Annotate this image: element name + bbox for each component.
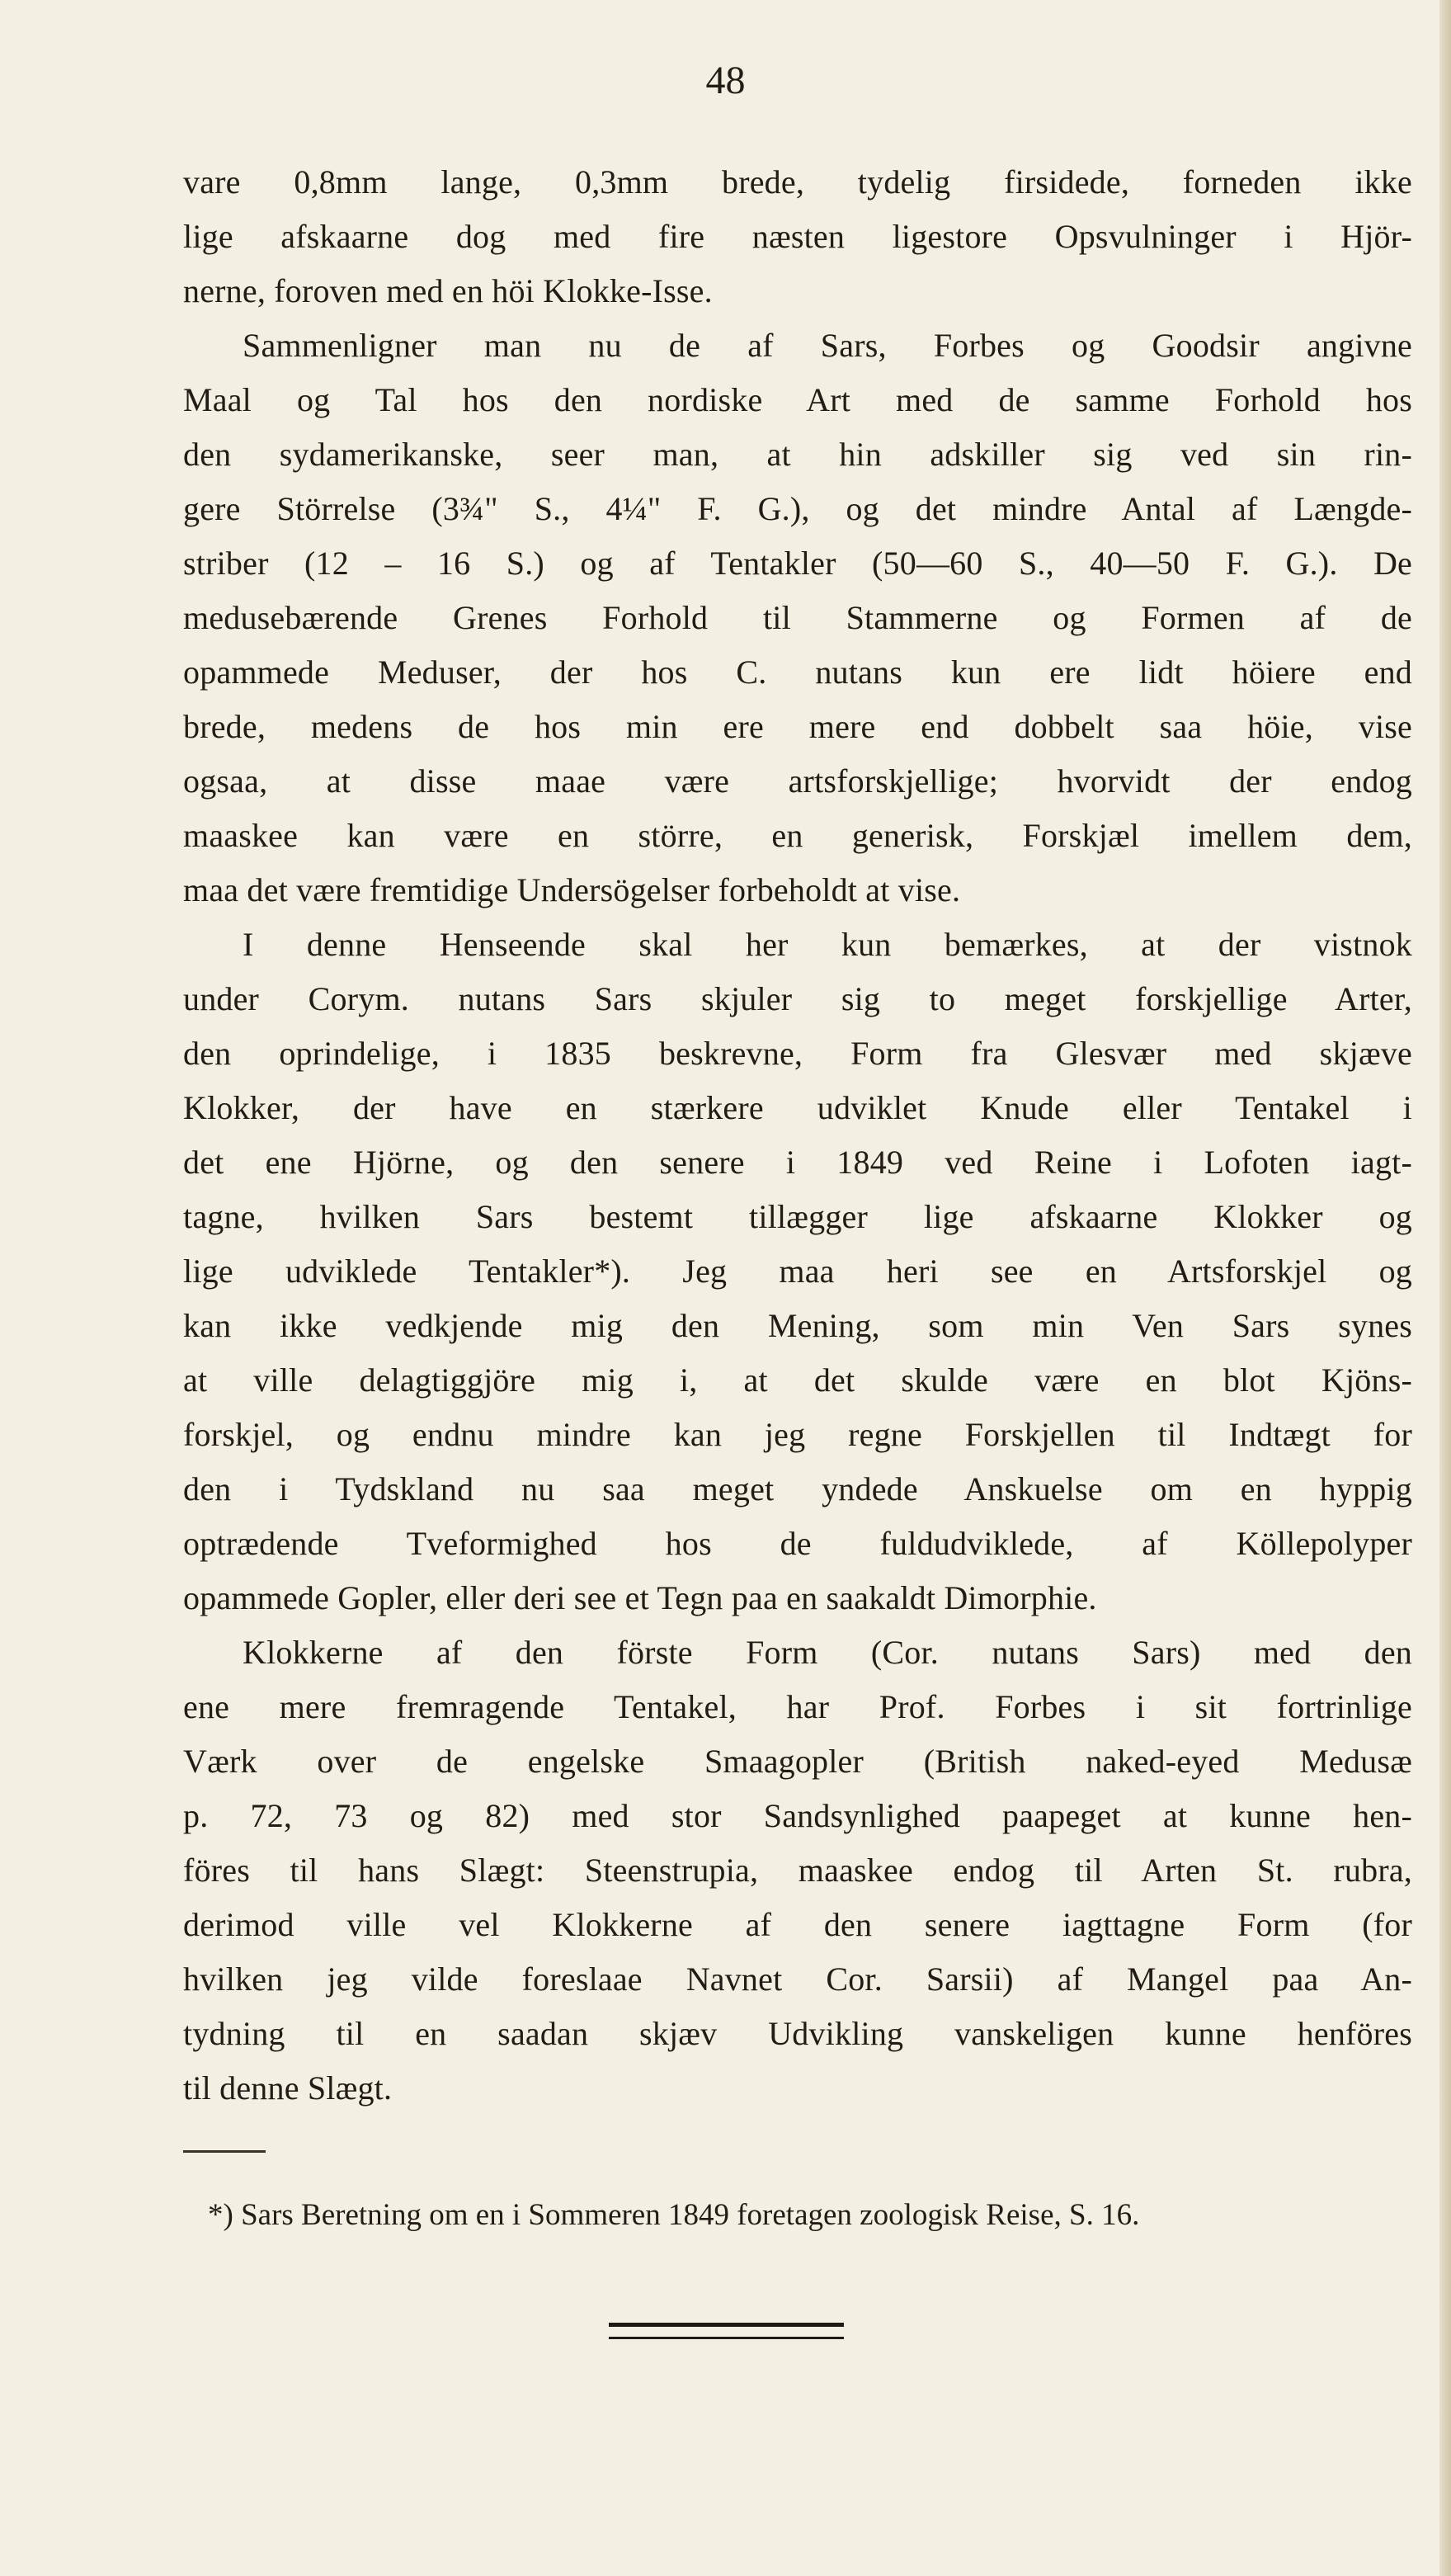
text-line: gere Störrelse (3¾" S., 4¼" F. G.), og det mindre Antal af Længde- [183,490,1412,527]
text-line: Klokker, der have en stærkere udviklet Knude eller Tentakel i [183,1089,1412,1126]
page-number: 48 [705,59,746,102]
text-line: brede, medens de hos min ere mere end dobbelt saa höie, vise [183,708,1412,745]
text-line: kan ikke vedkjende mig den Mening, som min Ven Sars synes [183,1307,1412,1344]
text-line: under Corym. nutans Sars skjuler sig to meget forskjellige Arter, [183,980,1412,1017]
text-line: opammede Meduser, der hos C. nutans kun ere lidt höiere end [183,653,1412,691]
text-line: vare 0,8mm lange, 0,3mm brede, tydelig firsidede, forneden ikke [183,163,1412,201]
text-line: tagne, hvilken Sars bestemt tillægger lige afskaarne Klokker og [183,1198,1412,1235]
text-line: Værk over de engelske Smaagopler (British naked-eyed Medusæ [183,1743,1412,1780]
text-line: lige afskaarne dog med fire næsten ligestore Opsvulninger i Hjör- [183,218,1412,255]
text-line: medusebærende Grenes Forhold til Stammerne og Formen af de [183,599,1412,636]
text-line: Klokkerne af den förste Form (Cor. nutans Sars) med den [243,1634,1412,1671]
text-line: lige udviklede Tentakler*). Jeg maa heri see en Artsforskjel og [183,1253,1412,1290]
text-line: hvilken jeg vilde foreslaae Navnet Cor. Sarsii) af Mangel paa An- [183,1960,1412,1998]
text-line: p. 72, 73 og 82) med stor Sandsynlighed paapeget at kunne hen- [183,1797,1412,1834]
bottom-rule-thin [609,2337,844,2339]
page-edge [1439,0,1451,2576]
body-text [183,155,1412,2116]
text-line: til denne Slægt. [183,2069,393,2107]
text-line: det ene Hjörne, og den senere i 1849 ved Reine i Lofoten iagt- [183,1144,1412,1181]
text-line: föres til hans Slægt: Steenstrupia, maaskee endog til Arten St. rubra, [183,1852,1412,1889]
bottom-rule [609,2323,844,2327]
text-line: den sydamerikanske, seer man, at hin adskiller sig ved sin rin- [183,436,1412,473]
footnote: *) Sars Beretning om en i Sommeren 1849 foretagen zoologisk Reise, S. 16. [208,2198,1140,2232]
text-line: opammede Gopler, eller deri see et Tegn paa en saakaldt Dimorphie. [183,1579,1097,1616]
text-line: den i Tydskland nu saa meget yndede Anskuelse om en hyppig [183,1470,1412,1507]
footnote-rule [183,2150,266,2153]
text-line: striber (12 – 16 S.) og af Tentakler (50—60 S., 40—50 F. G.). De [183,545,1412,582]
text-line: Sammenligner man nu de af Sars, Forbes og Goodsir angivne [243,327,1412,364]
text-line: maaskee kan være en större, en generisk, Forskjæl imellem dem, [183,817,1412,854]
text-line: ogsaa, at disse maae være artsforskjellige; hvorvidt der endog [183,762,1412,800]
text-line: forskjel, og endnu mindre kan jeg regne Forskjellen til Indtægt for [183,1416,1412,1453]
text-line: maa det være fremtidige Undersögelser forbeholdt at vise. [183,871,961,908]
text-line: derimod ville vel Klokkerne af den senere iagttagne Form (for [183,1906,1412,1943]
text-line: den oprindelige, i 1835 beskrevne, Form fra Glesvær med skjæve [183,1035,1412,1072]
text-line: Maal og Tal hos den nordiske Art med de samme Forhold hos [183,381,1412,418]
text-line: nerne, foroven med en höi Klokke-Isse. [183,272,713,309]
text-line: I denne Henseende skal her kun bemærkes, at der vistnok [243,926,1412,963]
text-line: optrædende Tveformighed hos de fuldudviklede, af Köllepolyper [183,1525,1412,1562]
text-line: tydning til en saadan skjæv Udvikling vanskeligen kunne henföres [183,2015,1412,2052]
text-line: at ville delagtiggjöre mig i, at det skulde være en blot Kjöns- [183,1361,1412,1399]
text-line: ene mere fremragende Tentakel, har Prof. Forbes i sit fortrinlige [183,1688,1412,1725]
